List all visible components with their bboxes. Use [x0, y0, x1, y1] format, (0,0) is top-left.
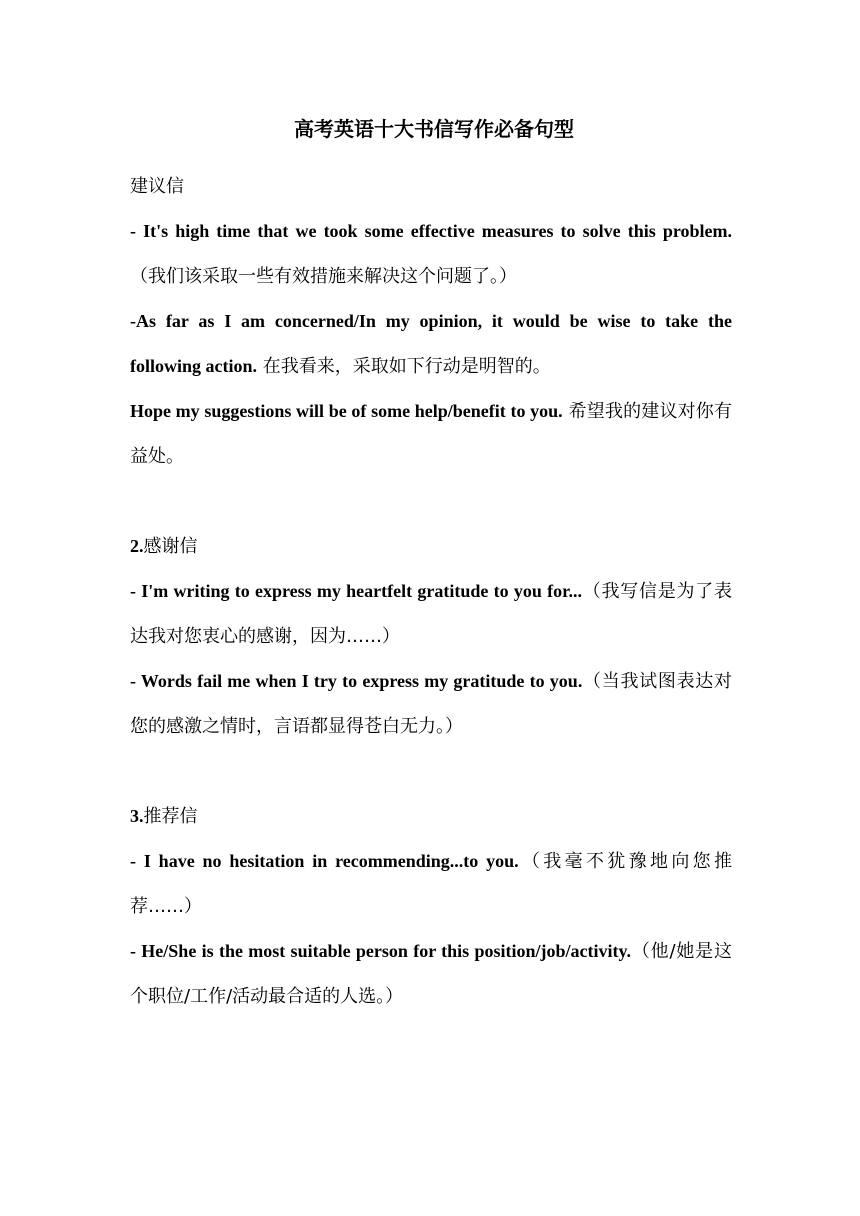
section-heading-text: 感谢信 [143, 536, 198, 557]
sentence-english: - It's high time that we took some effective measures to solve this problem. [130, 221, 732, 241]
sentence-chinese: （我毫不犹豫地向您推荐……） [130, 851, 733, 917]
sentence-chinese: 希望我的建议对你有益处。 [130, 401, 732, 467]
document-page [130, 112, 732, 1019]
blank-line [130, 479, 732, 524]
section-thank-you-letter [130, 524, 732, 749]
blank-line [130, 749, 732, 794]
section-heading [130, 794, 732, 839]
sentence-item [130, 299, 732, 389]
sentence-item [130, 569, 732, 659]
sentence-chinese: （当我试图表达对您的感激之情时，言语都显得苍白无力。） [130, 671, 733, 737]
section-heading [130, 164, 732, 209]
sentence-english: - I'm writing to express my heartfelt gratitude to you for... [130, 581, 582, 601]
section-number: 2. [130, 536, 144, 556]
sentence-chinese: 在我看来，采取如下行动是明智的。 [257, 356, 551, 377]
section-suggestion-letter [130, 164, 732, 479]
sentence-item [130, 209, 732, 299]
sentence-chinese: （他/她是这个职位/工作/活动最合适的人选。） [130, 941, 732, 1007]
sentence-item [130, 929, 732, 1019]
document-title: 高考英语十大书信写作必备句型 [294, 117, 574, 141]
sentence-item [130, 839, 732, 929]
sentence-chinese: （我写信是为了表达我对您衷心的感谢，因为……） [130, 581, 732, 647]
sentence-chinese: （我们该采取一些有效措施来解决这个问题了。） [130, 266, 517, 287]
section-heading [130, 524, 732, 569]
section-recommendation-letter [130, 794, 732, 1019]
sentence-english: - I have no hesitation in recommending...to you. [130, 851, 519, 871]
sentence-item [130, 659, 732, 749]
sentence-english: Hope my suggestions will be of some help/benefit to you. [130, 401, 563, 421]
section-number: 3. [130, 806, 144, 826]
sentence-english: -As far as I am concerned/In my opinion, it would be wise to take the following action. [130, 311, 732, 376]
sentence-item [130, 389, 732, 479]
sentence-english: - Words fail me when I try to express my gratitude to you. [130, 671, 583, 691]
section-heading-text: 推荐信 [143, 806, 198, 827]
sentence-english: - He/She is the most suitable person for this position/job/activity. [130, 941, 632, 961]
section-heading-text: 建议信 [130, 176, 184, 197]
